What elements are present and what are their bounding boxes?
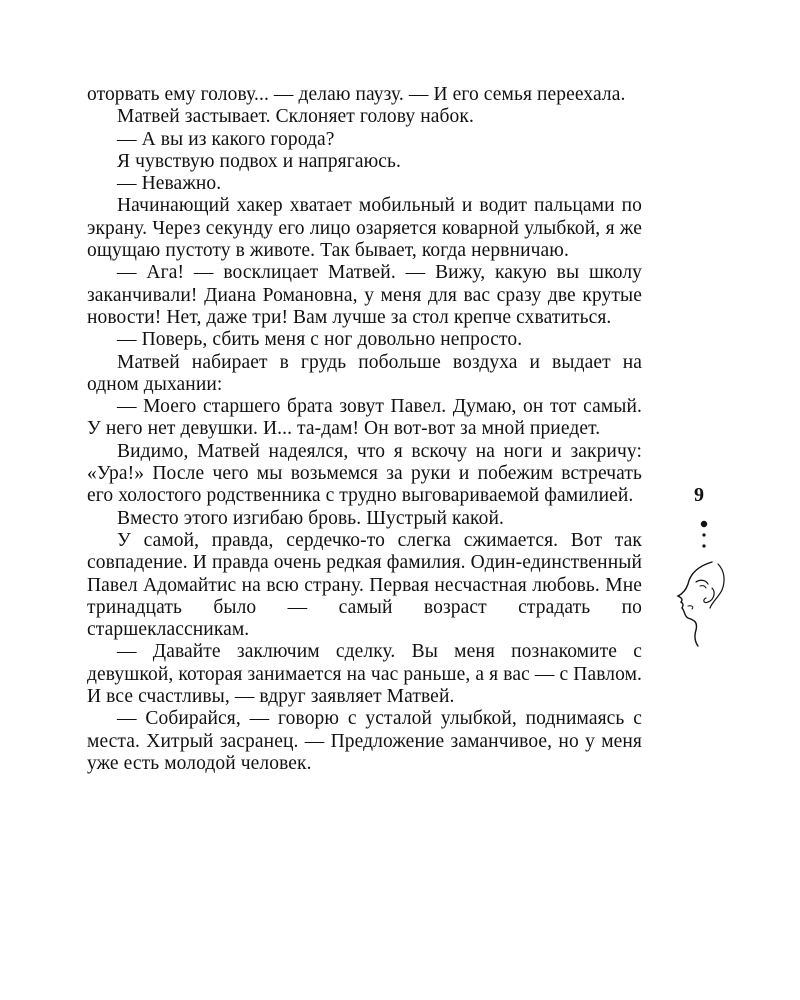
paragraph: У самой, правда, сердечко-то слегка сжимается. Вот так совпадение. И правда очень редкая фамилия. Один-единственный Павел Адомайтис на всю страну. Первая несчастная любовь. Мне тринадцать было — самый возраст страдать по старшеклассникам. bbox=[87, 529, 642, 641]
page-number: 9 bbox=[694, 484, 704, 506]
paragraph: Матвей набирает в грудь побольше воздуха и выдает на одном дыхании: bbox=[87, 351, 642, 395]
paragraph: Вместо этого изгибаю бровь. Шустрый какой. bbox=[117, 507, 504, 529]
paragraph: — Собирайся, — говорю с усталой улыбкой, поднимаясь с места. Хитрый засранец. — Предложение заманчивое, но у меня уже есть молодой человек. bbox=[87, 708, 642, 774]
paragraph: Видимо, Матвей надеялся, что я вскочу на ноги и закричу: «Ура!» После чего мы возьмемся за руки и побежим встречать его холостого родственника с трудно выговариваемой фамилией. bbox=[87, 440, 642, 507]
page-body-text bbox=[87, 84, 642, 775]
paragraph: — Моего старшего брата зовут Павел. Думаю, он тот самый. У него нет девушки. И... та-дам! Он вот-вот за мной приедет. bbox=[87, 396, 642, 440]
three-dots-vertical-ornament-icon bbox=[697, 520, 711, 550]
line-art-face-profile-icon bbox=[668, 558, 730, 648]
paragraph: — Неважно. bbox=[117, 173, 222, 195]
paragraph: — Давайте заключим сделку. Вы меня познакомите с девушкой, которая занимается на час раньше, а я вас — с Павлом. И все счастливы, — вдруг заявляет Матвей. bbox=[87, 641, 642, 708]
paragraph: — Поверь, сбить меня с ног довольно непросто. bbox=[117, 329, 523, 351]
paragraph: — А вы из какого города? bbox=[117, 128, 335, 150]
paragraph: Матвей застывает. Склоняет голову набок. bbox=[117, 106, 474, 128]
paragraph: Я чувствую подвох и напрягаюсь. bbox=[117, 150, 401, 172]
paragraph: — Ага! — восклицает Матвей. — Вижу, какую вы школу заканчивали! Диана Романовна, у меня для вас сразу две крутые новости! Нет, даже три! Вам лучше за стол крепче схватиться. bbox=[87, 262, 642, 328]
paragraph: оторвать ему голову... — делаю паузу. — И его семья переехала. bbox=[87, 84, 626, 105]
paragraph: Начинающий хакер хватает мобильный и водит пальцами по экрану. Через секунду его лицо озаряется коварной улыбкой, я же ощущаю пустоту в животе. Так бывает, когда нервничаю. bbox=[87, 195, 642, 262]
